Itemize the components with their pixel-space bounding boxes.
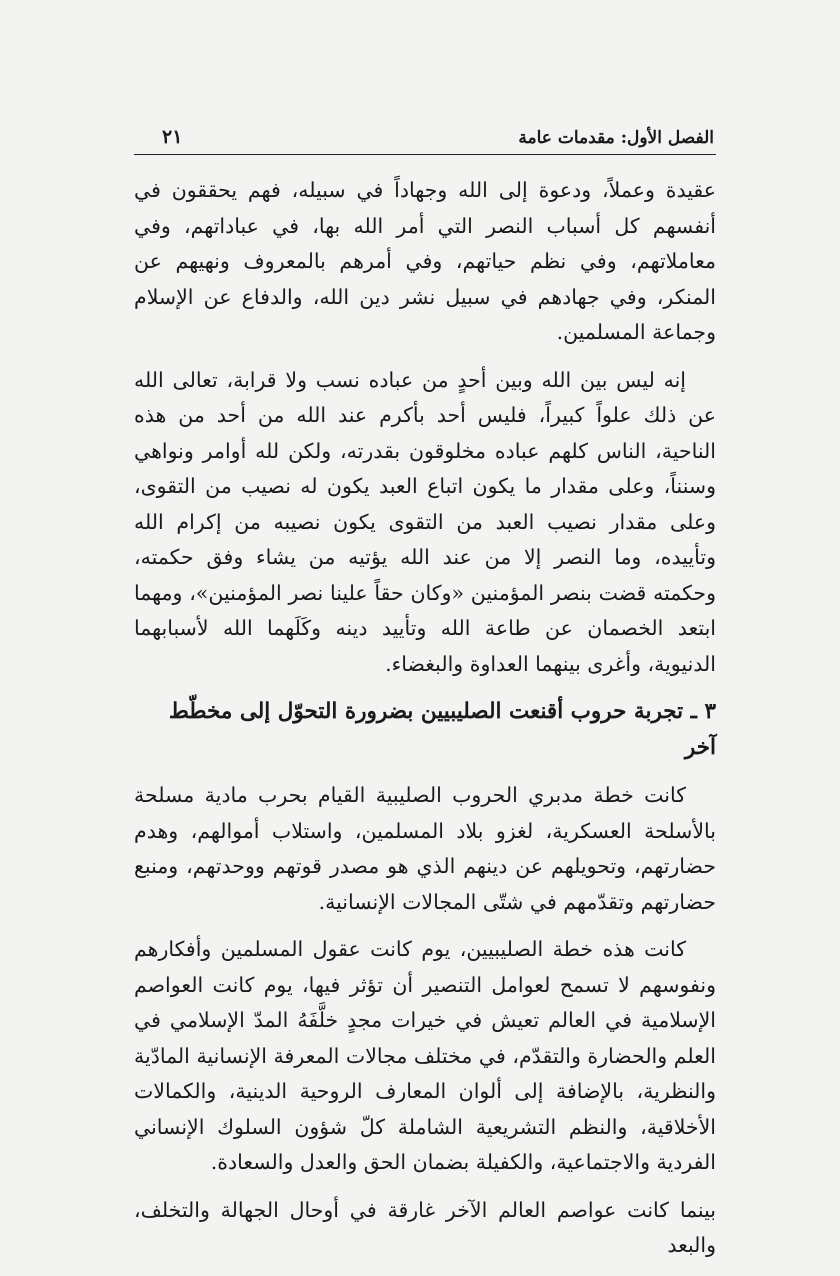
paragraph-islamic-civilization: كانت هذه خطة الصليبيين، يوم كانت عقول المسلمين وأفكارهم ونفوسهم لا تسمح لعوامل التنصير أن تؤثر فيها، يوم كانت العواصم الإسلامية في العالم تعيش في خيرات مجدٍ خلَّفَهُ المدّ الإسلامي في العلم والحضارة والتقدّم، في مختلف مجالات المعرفة الإنسانية المادّية والنظرية، بالإضافة إلى ألوان المعارف الروحية الدينية، والكمالات الأخلاقية، والنظم التشريعية الشاملة كلّ شؤون السلوك الإنساني الفردية والاجتماعية، والكفيلة بضمان الحق والعدل والسعادة. (134, 937, 716, 1174)
paragraph-other-world: بينما كانت عواصم العالم الآخر غارقة في أوحال الجهالة والتخلف، والبعد (134, 1197, 716, 1257)
paragraph-divine-justice: إنه ليس بين الله وبين أحدٍ من عباده نسب ولا قرابة، تعالى الله عن ذلك علواً كبيراً، فليس أحد بأكرم عند الله من أحد من هذه الناحية، الناس كلهم عباده مخلوقون بقدرته، ولكن لله أوامر ونواهي وسنناً، وعلى مقدار ما يكون اتباع العبد يكون له نصيب من التقوى، وعلى مقدار نصيب العبد من التقوى يكون نصيبه من إكرام الله وتأييده، وما النصر إلا من عند الله يؤتيه من يشاء وفق حكمته، وحكمته قضت بنصر المؤمنين «وكان حقاً علينا نصر المؤمنين»، ومهما ابتعد الخصمان عن طاعة الله وتأييد دينه وكَلَهما الله لأسبابهما الدنيوية، وأغرى بينهما العداوة والبغضاء. (134, 367, 716, 676)
section-heading: ٣ ـ تجربة حروب أقنعت الصليبيين بضرورة التحوّل إلى مخطّط آخر (168, 699, 716, 760)
chapter-title: الفصل الأول: مقدمات عامة (518, 128, 714, 148)
running-header (134, 126, 716, 155)
book-page (134, 126, 716, 1276)
paragraph-continuation: عقيدة وعملاً، ودعوة إلى الله وجهاداً في سبيله، فهم يحققون في أنفسهم كل أسباب النصر التي أمر الله بها، في عباداتهم، وفي معاملاتهم، وفي نظم حياتهم، وفي أمرهم بالمعروف ونهيهم عن المنكر، وفي جهادهم في سبيل نشر دين الله، والدفاع عن الإسلام وجماعة المسلمين. (134, 178, 716, 344)
page-body (134, 173, 716, 1264)
paragraph-crusader-plan: كانت خطة مدبري الحروب الصليبية القيام بحرب مادية مسلحة بالأسلحة العسكرية، لغزو بلاد المسلمين، واستلاب أموالهم، وهدم حضارتهم، وتحويلهم عن دينهم الذي هو مصدر قوتهم ووحدتهم، ومنبع حضارتهم وتقدّمهم في شتّى المجالات الإنسانية. (134, 783, 716, 914)
page-number: ٢١ (162, 126, 183, 148)
